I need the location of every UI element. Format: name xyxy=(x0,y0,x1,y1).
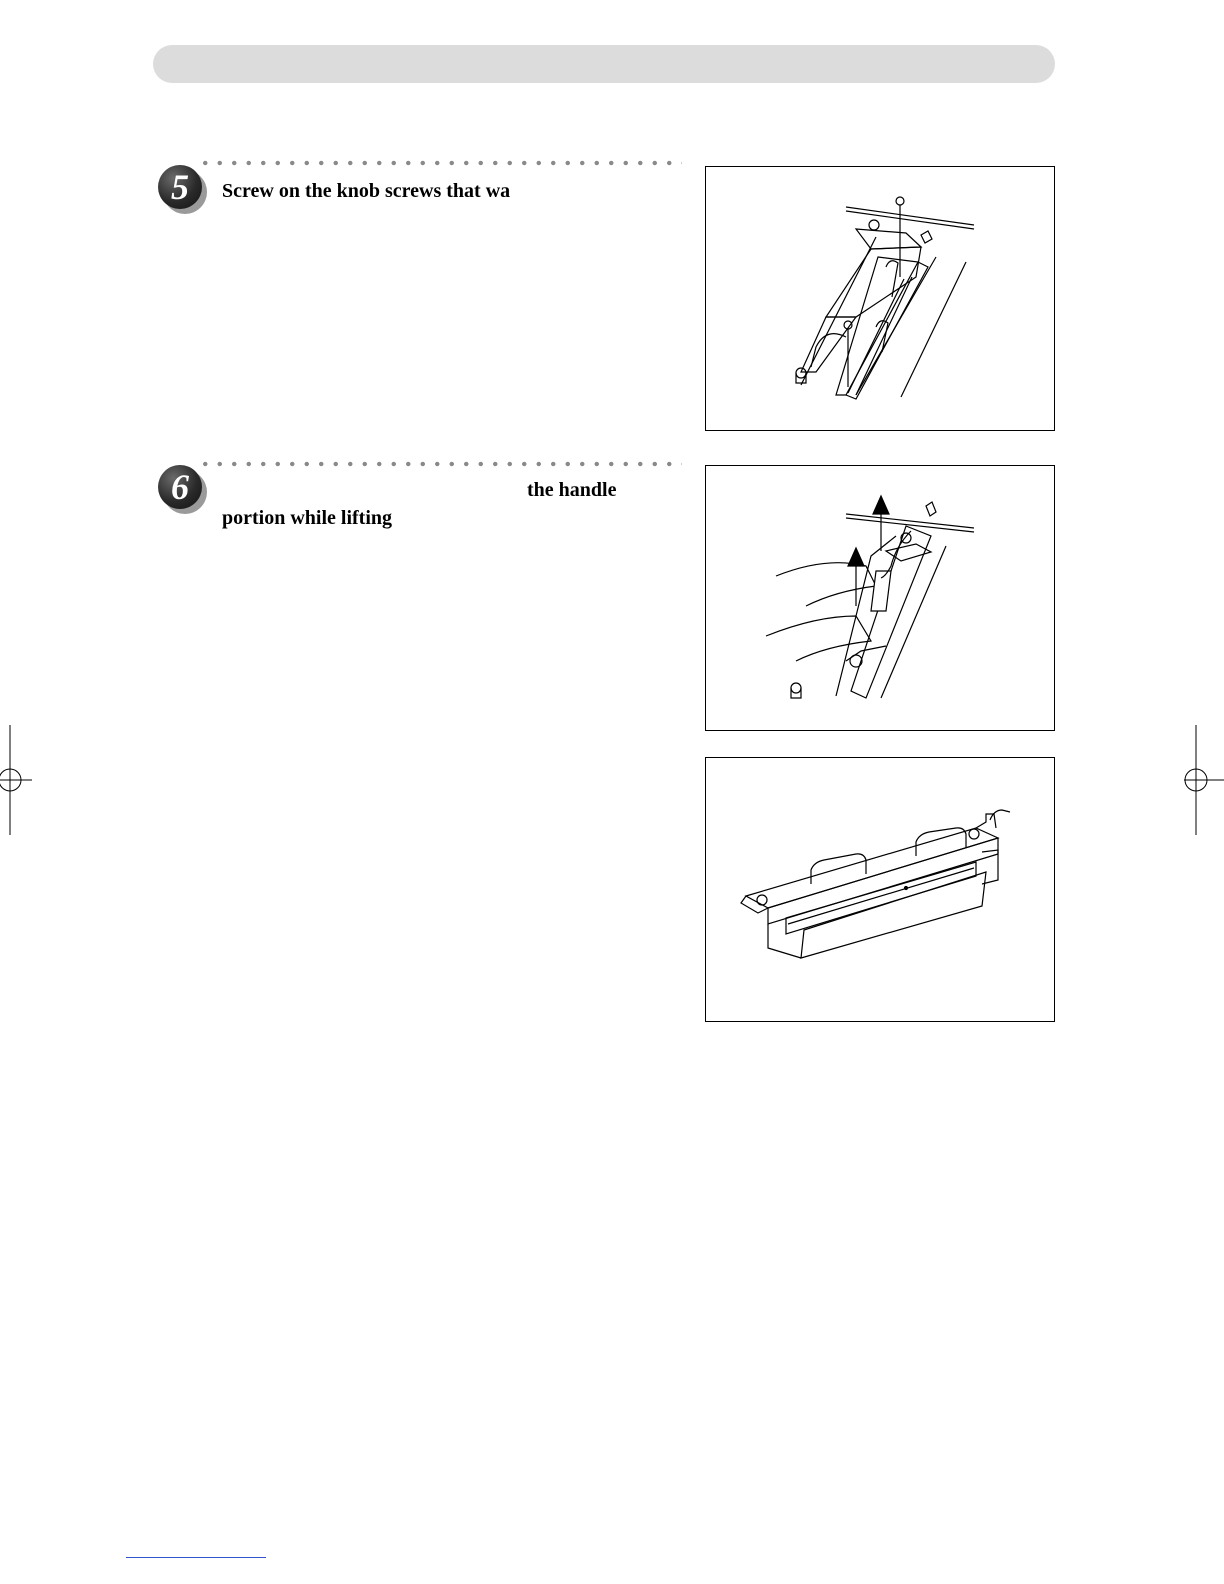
registration-mark-icon xyxy=(0,725,40,835)
step-6-text-line2: portion while lifting xyxy=(222,507,393,529)
registration-mark-icon xyxy=(1184,725,1224,835)
step-6-badge xyxy=(158,465,206,513)
footer-rule xyxy=(126,1556,266,1558)
dotted-separator xyxy=(198,461,682,467)
figure-unit xyxy=(705,757,1055,1022)
dotted-separator xyxy=(198,160,682,166)
header-bar xyxy=(153,45,1055,83)
step-5-badge xyxy=(158,165,206,213)
figure-lifting xyxy=(705,465,1055,731)
step-number: 5 xyxy=(158,165,202,209)
figure-screws xyxy=(705,166,1055,431)
step-6-text-right: the handle xyxy=(527,479,617,501)
step-number: 6 xyxy=(158,465,202,509)
step-5-text: Screw on the knob screws that wa xyxy=(222,180,511,202)
